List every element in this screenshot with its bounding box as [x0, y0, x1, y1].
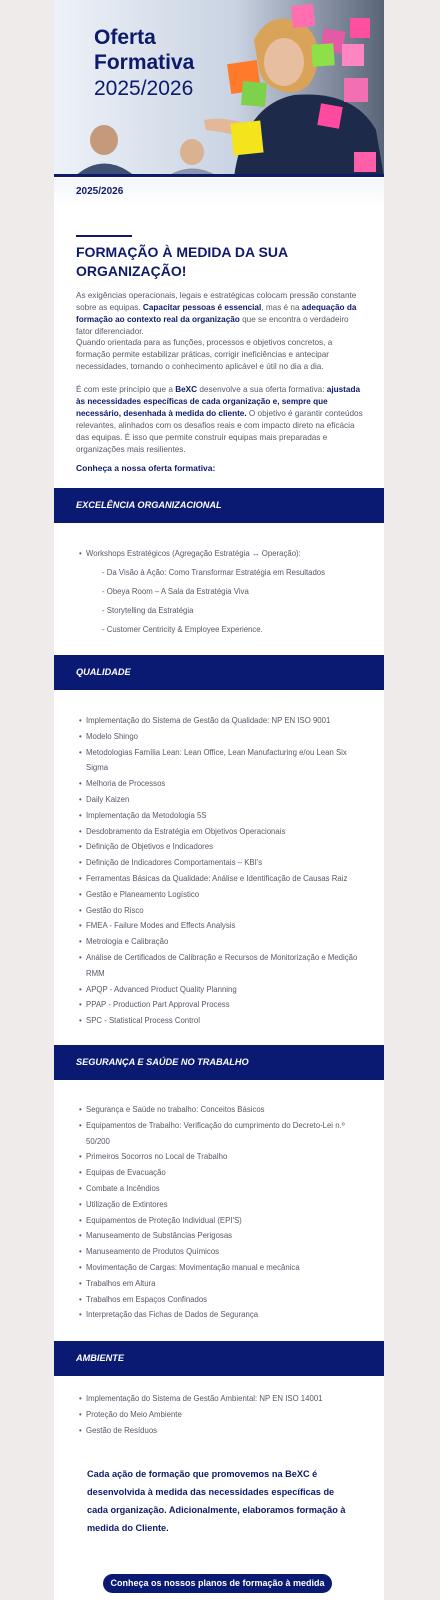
- list-item: • Daily Kaizen: [79, 792, 369, 808]
- list-excelencia: [79, 544, 369, 639]
- list-item: • FMEA - Failure Modes and Effects Analysis: [79, 918, 369, 934]
- intro-heading: FORMAÇÃO À MEDIDA DA SUA ORGANIZAÇÃO!: [76, 244, 288, 279]
- section-header-excelencia: [54, 488, 384, 523]
- list-item: • Gestão do Risco: [79, 903, 369, 919]
- intro-p3-text: É com este princípio que a: [76, 385, 176, 394]
- list-item: • Metodologias Família Lean: Lean Office, Lean Manufacturing e/ou Lean Six Sigma: [79, 745, 369, 777]
- list-item: • Primeiros Socorros no Local de Trabalho: [79, 1149, 369, 1165]
- list-item: • Desdobramento da Estratégia em Objetivos Operacionais: [79, 824, 369, 840]
- hero-title-line1: Oferta: [94, 26, 156, 49]
- list-item: • Manuseamento de Substâncias Perigosas: [79, 1228, 369, 1244]
- list-qualidade: [79, 713, 369, 1029]
- intro-p3-emphasis: ajustada às necessidades específicas de cada organização e, sempre que necessário, desenhada à medida do cliente.: [76, 385, 360, 418]
- list-ambiente: [79, 1391, 369, 1438]
- intro-p3-brand: BeXC: [175, 385, 198, 394]
- list-item: • Workshops Estratégicos (Agregação Estratégia ↔ Operação):: [79, 544, 369, 563]
- list-item: • SPC - Statistical Process Control: [79, 1013, 369, 1029]
- hero-title-year: 2025/2026: [94, 77, 194, 100]
- list-item: • Equipas de Evacuação: [79, 1165, 369, 1181]
- intro-p1-emphasis: Capacitar pessoas é essencial: [142, 303, 262, 312]
- list-item: • Manuseamento de Produtos Químicos: [79, 1244, 369, 1260]
- list-item: • Gestão e Planeamento Logístico: [79, 887, 369, 903]
- section-title: SEGURANÇA E SAÚDE NO TRABALHO: [76, 1057, 249, 1067]
- list-item: • Definição de Objetivos e Indicadores: [79, 839, 369, 855]
- list-item: • Melhoria de Processos: [79, 776, 369, 792]
- list-item: • Equipamentos de Trabalho: Verificação do cumprimento do Decreto-Lei n.º 50/200: [79, 1118, 369, 1150]
- custom-training-plans-button[interactable]: Conheça os nossos planos de formação à medida: [103, 1574, 332, 1593]
- intro-p3-text: desenvolve a sua oferta formativa:: [197, 385, 327, 394]
- hero-divider: [54, 174, 384, 177]
- section-title: EXCELÊNCIA ORGANIZACIONAL: [76, 500, 222, 510]
- list-item: • Proteção do Meio Ambiente: [79, 1407, 369, 1423]
- newsletter-card: [54, 0, 384, 1600]
- intro-p3-text: O objetivo é garantir conteúdos relevantes, alinhados com os desafios reais e com impacto direto na eficácia das equipas. É isso que permite construir equipas mais preparadas e organizações mais resilientes.: [76, 409, 363, 454]
- year-bar: [54, 178, 384, 206]
- list-item: • Análise de Certificados de Calibração e Recursos de Monitorização e Medição RMM: [79, 950, 369, 982]
- offer-intro: Conheça a nossa oferta formativa:: [76, 463, 216, 473]
- list-item: - Storytelling da Estratégia: [102, 606, 194, 615]
- section-header-ambiente: [54, 1341, 384, 1376]
- hero-title-line2: Formativa: [94, 51, 195, 74]
- list-item: • Interpretação das Fichas de Dados de Segurança: [79, 1307, 369, 1323]
- list-item: • Gestão de Resíduos: [79, 1423, 369, 1439]
- hero-banner: [54, 0, 384, 177]
- list-item: • Implementação do Sistema de Gestão Ambiental: NP EN ISO 14001: [79, 1391, 369, 1407]
- list-item: • Trabalhos em Altura: [79, 1276, 369, 1292]
- list-item: • Equipamentos de Proteção Individual (EPI'S): [79, 1213, 369, 1229]
- intro-paragraph-2: Quando orientada para as funções, processos e objetivos concretos, a formação permite estabilizar práticas, corrigir ineficiências e antecipar necessidades, tornando o conhecimento aplicável e útil no dia a dia.: [76, 338, 333, 371]
- list-item: • Trabalhos em Espaços Confinados: [79, 1292, 369, 1308]
- year-label: 2025/2026: [76, 186, 124, 197]
- list-item: • Movimentação de Cargas: Movimentação manual e mecânica: [79, 1260, 369, 1276]
- heading-rule: [76, 235, 132, 237]
- intro-paragraph-1: [76, 290, 366, 338]
- list-item: • Combate a Incêndios: [79, 1181, 369, 1197]
- section-title: AMBIENTE: [76, 1353, 124, 1363]
- intro-p1-text: , mas é na: [261, 303, 302, 312]
- list-seguranca: [79, 1102, 369, 1323]
- section-title: QUALIDADE: [76, 667, 131, 677]
- intro-p1-text: que se encontra o verdadeiro fator diferenciador.: [76, 315, 349, 336]
- list-item: • PPAP - Production Part Approval Process: [79, 997, 369, 1013]
- list-item: - Da Visão à Ação: Como Transformar Estratégia em Resultados: [102, 568, 326, 577]
- list-item: - Obeya Room – A Sala da Estratégia Viva: [102, 587, 249, 596]
- list-item: • Utilização de Extintores: [79, 1197, 369, 1213]
- section-header-qualidade: [54, 655, 384, 690]
- list-item: • Metrologia e Calibração: [79, 934, 369, 950]
- list-item: • Modelo Shingo: [79, 729, 369, 745]
- list-item: • Implementação da Metodologia 5S: [79, 808, 369, 824]
- intro-p1-emphasis: adequação da formação ao contexto real da organização: [76, 303, 357, 324]
- list-item: • APQP - Advanced Product Quality Planning: [79, 982, 369, 998]
- list-item: - Customer Centricity & Employee Experience.: [102, 625, 263, 634]
- intro-paragraph-3: [76, 384, 366, 456]
- list-item: • Implementação do Sistema de Gestão da Qualidade: NP EN ISO 9001: [79, 713, 369, 729]
- section-header-seguranca: [54, 1045, 384, 1080]
- list-item: • Ferramentas Básicas da Qualidade: Análise e Identificação de Causas Raiz: [79, 871, 369, 887]
- list-item: • Definição de Indicadores Comportamentais – KBI's: [79, 855, 369, 871]
- intro-p1-text: As exigências operacionais, legais e estratégicas colocam pressão constante sobre as equipas.: [76, 291, 357, 312]
- list-item: • Segurança e Saúde no trabalho: Conceitos Básicos: [79, 1102, 369, 1118]
- closing-statement: Cada ação de formação que promovemos na BeXC é desenvolvida à medida das necessidades específicas de cada organização. Adicionalmente, elaboramos formação à medida do Cliente.: [87, 1469, 346, 1533]
